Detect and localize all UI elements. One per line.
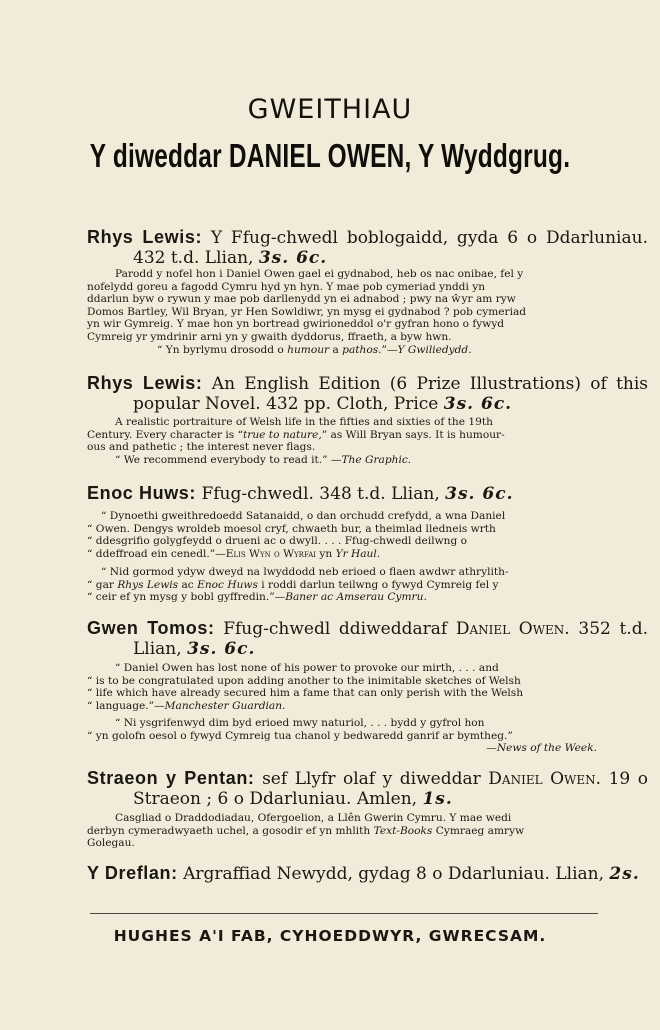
book-description: An English Edition (6 Prize Illustrations) [211,374,581,394]
entry-rhys-lewis-english: Rhys Lewis: An English Edition (6 Prize Illustrations) of this popular Novel. 432 pp. Cloth, Price 3s. 6c. [87,373,649,414]
book-price: 3s. 6c. [445,484,514,504]
author-name-cont: Owen. [550,769,602,789]
review-straeon-y-pentan: Casgliad o Draddodiadau, Ofergoelion, a Llên Gwerin Cymru. Y mae wedi derbyn cymeradwyaeth uchel, a gosodir ef yn mhlith Text-Books Cymraeg amryw Golegau. [87,812,525,850]
publisher-imprint: HUGHES A'I FAB, CYHOEDDWYR, GWRECSAM. [113,927,547,945]
author-name: Daniel Owen. [455,619,570,639]
book-description-cont: Ddarluniau. 432 t.d. Llian, [133,228,648,268]
book-price: 3s. 6c. [443,394,513,414]
entry-rhys-lewis-welsh: Rhys Lewis: Y Ffug-chwedl boblogaidd, gyda 6 o Ddarluniau. 432 t.d. Llian, 3s. 6c. [87,227,648,268]
book-title: Straeon y Pentan [87,768,248,788]
book-description-cont: 19 o Straeon ; 6 o Ddarluniau. Amlen, [133,769,648,809]
book-title: Rhys Lewis [87,227,196,247]
review-enoc-huws-2: “ Nid gormod ydyw dweyd na lwyddodd neb erioed o flaen awdwr athrylith- “ gar Rhys Lewis ac Enoc Huws i roddi darlun teilwng o fywyd Cymreig fel y “ ceir ef yn mysg y bobl gyffredin.”—Baner ac Amserau Cymru. [87,566,509,604]
book-price: 2s. [609,864,640,884]
title-author: Y diweddar DANIEL OWEN, Y Wyddgrug. [89,137,571,174]
book-title: Enoc Huws [87,483,190,503]
book-description: Ffug-chwedl ddiweddaraf [223,619,448,639]
book-title: Y Dreflan [87,863,172,883]
review-gwen-tomos-2: “ Ni ysgrifenwyd dim byd erioed mwy naturiol, . . . bydd y gyfrol hon “ yn golofn oesol o fywyd Cymreig tua chanol y bedwaredd ganrif ar bymtheg.” —News of the Week. [87,717,597,755]
book-price: 3s. 6c. [258,248,328,268]
review-gwen-tomos-1: “ Daniel Owen has lost none of his power to provoke our mirth, . . . and “ is to be congratulated upon adding another to the inimitable sketches of Welsh “ life which have already secured him a fame that can only perish with the Welsh “ language.”—Manchester Guardian. [87,662,524,712]
book-description: sef Llyfr olaf y diweddar [262,769,481,789]
review-quote: “ We recommend everybody to read it.” —The Graphic. [115,453,412,466]
book-title: Rhys Lewis [87,373,196,393]
book-description-cont: of this popular Novel. 432 pp. Cloth, Price [133,374,649,414]
review-rhys-lewis-english: A realistic portraiture of Welsh life in the fifties and sixties of the 19th Century. Every character is “true to nature,” as Will Bryan says. It is humour- ous and pathetic ; the interest never flags. “ We recommend everybody to read it.” —The Graphic. [87,416,597,466]
book-description: Argraffiad Newydd, gydag 8 o Ddarluniau. [183,864,550,884]
entry-straeon-y-pentan: Straeon y Pentan: sef Llyfr olaf y diweddar Daniel Owen. 19 o Straeon ; 6 o Ddarluniau. Amlen, 1s. [87,768,648,809]
review-rhys-lewis-welsh: Parodd y nofel hon i Daniel Owen gael ei gydnabod, heb os nac onibae, fel y nofelydd goreu a fagodd Cymru hyd yn hyn. Y mae pob cymeriad ynddi yn ddarlun byw o rywun y mae pob darllenydd yn ei adnabod ; pwy na ŵyr am ryw Domos Bartley, Wil Bryan, yr Hen Sowldiwr, yn mysg ei gydnabod ? pob cymeriad yn wir Gymreig. Y mae hon yn bortread gwirioneddol o'r gyfran hono o fywyd Cymreig yr ymdrinir arni yn y gwaith dyddorus, ffraeth, a byw hwn. “ Yn byrlymu drosodd o humour a pathos.”—Y Gwiliedydd. [87,268,597,356]
book-description: Y Ffug-chwedl boblogaidd, gyda 6 o [210,228,538,248]
entry-enoc-huws: Enoc Huws: Ffug-chwedl. 348 t.d. Llian, 3s. 6c. [87,483,514,504]
author-name: Daniel [488,769,543,789]
book-description-cont: 352 t.d. Llian, [133,619,649,659]
book-title: Gwen Tomos [87,618,208,638]
title-works: GWEITHIAU [247,94,413,125]
review-enoc-huws-1: “ Dynoethi gweithredoedd Satanaidd, o dan orchudd crefydd, a wna Daniel “ Owen. Dengys wroldeb moesol cryf, chwaeth bur, a theimlad lledneis wrth “ ddesgrifio golygfeydd o drueni ac o dwyll. . . . Ffug-chwedl deilwng o “ ddeffroad ein cenedl.”—Elis Wyn o Wyrfai yn Yr Haul. [87,510,506,560]
review-quote: “ Yn byrlymu drosodd o humour a pathos.”—Y Gwiliedydd. [157,343,472,356]
book-price: 3s. 6c. [187,639,256,659]
entry-y-dreflan: Y Dreflan: Argraffiad Newydd, gydag 8 o Ddarluniau. Llian, 2s. [87,863,640,884]
quote-source: The Graphic. [341,453,412,466]
quote-source: —News of the Week. [486,742,597,755]
footer-rule [90,913,598,914]
entry-gwen-tomos: Gwen Tomos: Ffug-chwedl ddiweddaraf Daniel Owen. 352 t.d. Llian, 3s. 6c. [87,618,649,659]
book-description: Ffug-chwedl. 348 t.d. Llian, [201,484,440,504]
book-description-cont: Llian, [555,864,605,884]
quote-source: Y Gwiliedydd. [397,343,472,356]
book-price: 1s. [422,789,453,809]
